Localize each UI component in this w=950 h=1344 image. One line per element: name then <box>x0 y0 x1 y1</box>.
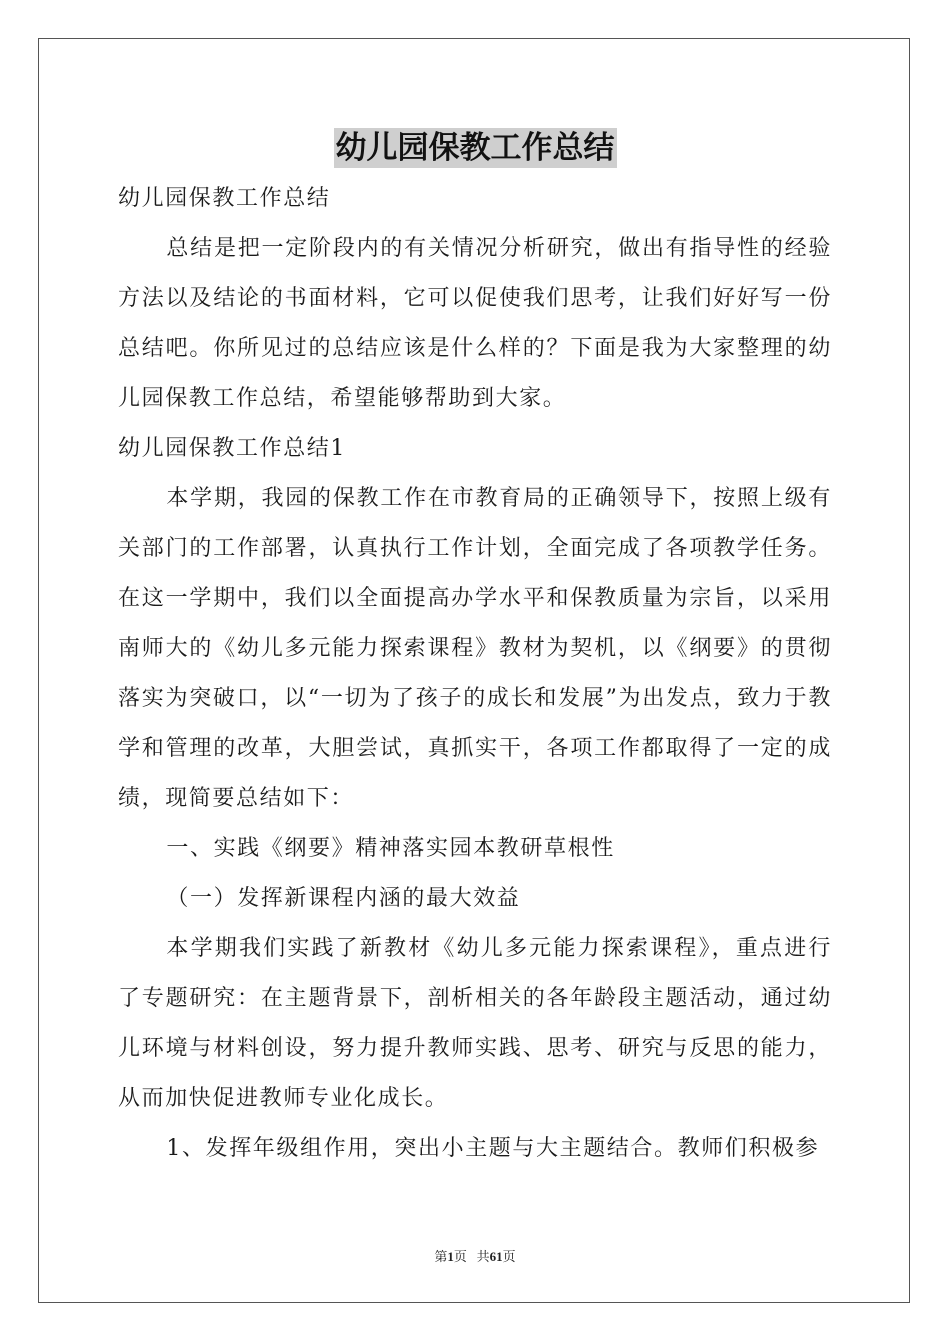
body-paragraph: 一、实践《纲要》精神落实园本教研草根性 <box>166 836 615 861</box>
footer-current-page: 1 <box>447 1249 454 1264</box>
footer-mid: 页 共 <box>453 1249 490 1264</box>
body-paragraph: 总结是把一定阶段内的有关情况分析研究，做出有指导性的经验方法以及结论的书面材料，它可以促使我们思考，让我们好好写一份总结吧。你所见过的总结应该是什么样的？下面是我为大家整理的幼儿园保教工作总结，希望能够帮助到大家。 <box>118 236 832 411</box>
body-paragraph: （一）发挥新课程内涵的最大效益 <box>166 886 521 911</box>
document-title: 幼儿园保教工作总结 <box>335 130 615 166</box>
body-paragraph: 幼儿园保教工作总结1 <box>118 436 346 461</box>
body-paragraph: 1、发挥年级组作用，突出小主题与大主题结合。教师们积极参 <box>166 1136 820 1161</box>
page-footer <box>0 1246 950 1265</box>
document-body <box>118 174 832 1174</box>
body-paragraph: 本学期我们实践了新教材《幼儿多元能力探索课程》，重点进行了专题研究：在主题背景下，剖析相关的各年龄段主题活动，通过幼儿环境与材料创设，努力提升教师实践、思考、研究与反思的能力，从而加快促进教师专业化成长。 <box>118 936 832 1111</box>
footer-total-pages: 61 <box>489 1249 503 1264</box>
title-container <box>0 128 950 168</box>
footer-prefix: 第 <box>434 1249 448 1264</box>
footer-suffix: 页 <box>502 1249 516 1264</box>
body-paragraph: 本学期，我园的保教工作在市教育局的正确领导下，按照上级有关部门的工作部署，认真执行工作计划，全面完成了各项教学任务。在这一学期中，我们以全面提高办学水平和保教质量为宗旨，以采用南师大的《幼儿多元能力探索课程》教材为契机，以《纲要》的贯彻落实为突破口，以“一切为了孩子的成长和发展”为出发点，致力于教学和管理的改革，大胆尝试，真抓实干，各项工作都取得了一定的成绩，现简要总结如下： <box>118 486 832 811</box>
body-paragraph: 幼儿园保教工作总结 <box>118 186 331 211</box>
